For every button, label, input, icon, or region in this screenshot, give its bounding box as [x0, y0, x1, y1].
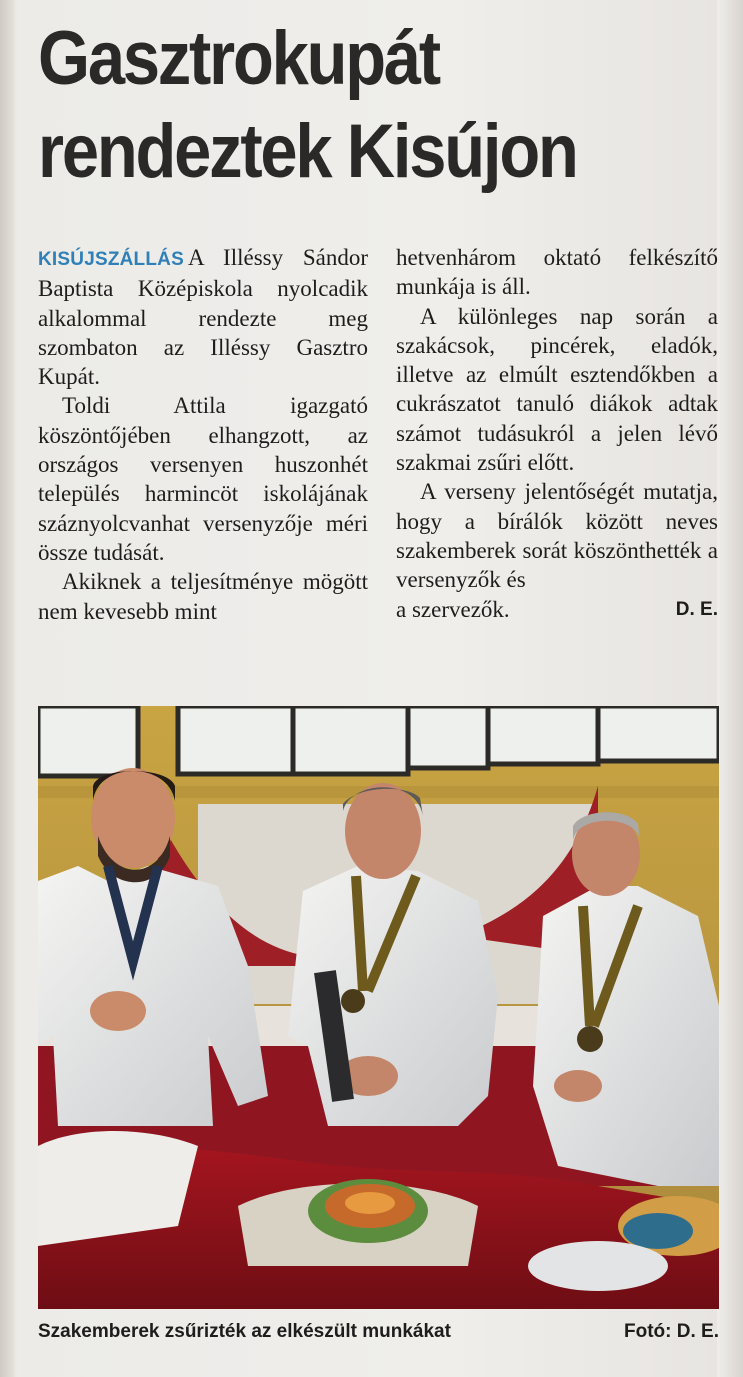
paragraph-3: Akiknek a teljesítménye mögött nem kevesebb mint — [38, 569, 368, 624]
photo-illustration — [38, 706, 719, 1309]
paragraph-3-cont: hetvenhárom oktató felkészítő munkája is áll. — [396, 245, 718, 300]
article-column-2 — [396, 243, 718, 624]
paragraph-2: Toldi Attila igazgató köszöntőjében elhangzott, az országos versenyen huszonhét település harmincöt iskolájának száznyolcvanhat versenyzője méri össze tudását. — [38, 393, 368, 565]
paragraph-4: A különleges nap során a szakácsok, pincérek, eladók, illetve az elmúlt esztendőkben a cukrászatot tanuló diákok adtak számot tudásukról a jelen lévő szakmai zsűri előtt. — [396, 303, 718, 476]
dateline-kicker: KISÚJSZÁLLÁS — [38, 249, 184, 270]
closing-text: a szervezők. — [396, 596, 510, 622]
photo-caption: Szakemberek zsűrizték az elkészült munkákat — [38, 1321, 451, 1342]
article-photo — [38, 706, 719, 1309]
closing-line — [396, 595, 718, 624]
headline: Gasztrokupát rendeztek Kisújon — [38, 16, 577, 194]
page-edge-left — [0, 0, 14, 1377]
paragraph-1 — [38, 243, 368, 391]
author-signature: D. E. — [675, 598, 718, 620]
photo-caption-bar — [38, 1321, 719, 1343]
paragraph-1-text: A Illéssy Sándor Baptista Középiskola nyolcadik alkalommal rendezte meg szombaton az Illéssy Gasztro Kupát. — [38, 245, 368, 390]
paragraph-5: A verseny jelentőségét mutatja, hogy a bírálók között neves szakemberek sorát köszönthették a versenyzők és — [396, 479, 718, 593]
photo-credit: Fotó: D. E. — [624, 1321, 719, 1342]
page-edge-right — [717, 0, 743, 1377]
article-column-1 — [38, 243, 368, 626]
